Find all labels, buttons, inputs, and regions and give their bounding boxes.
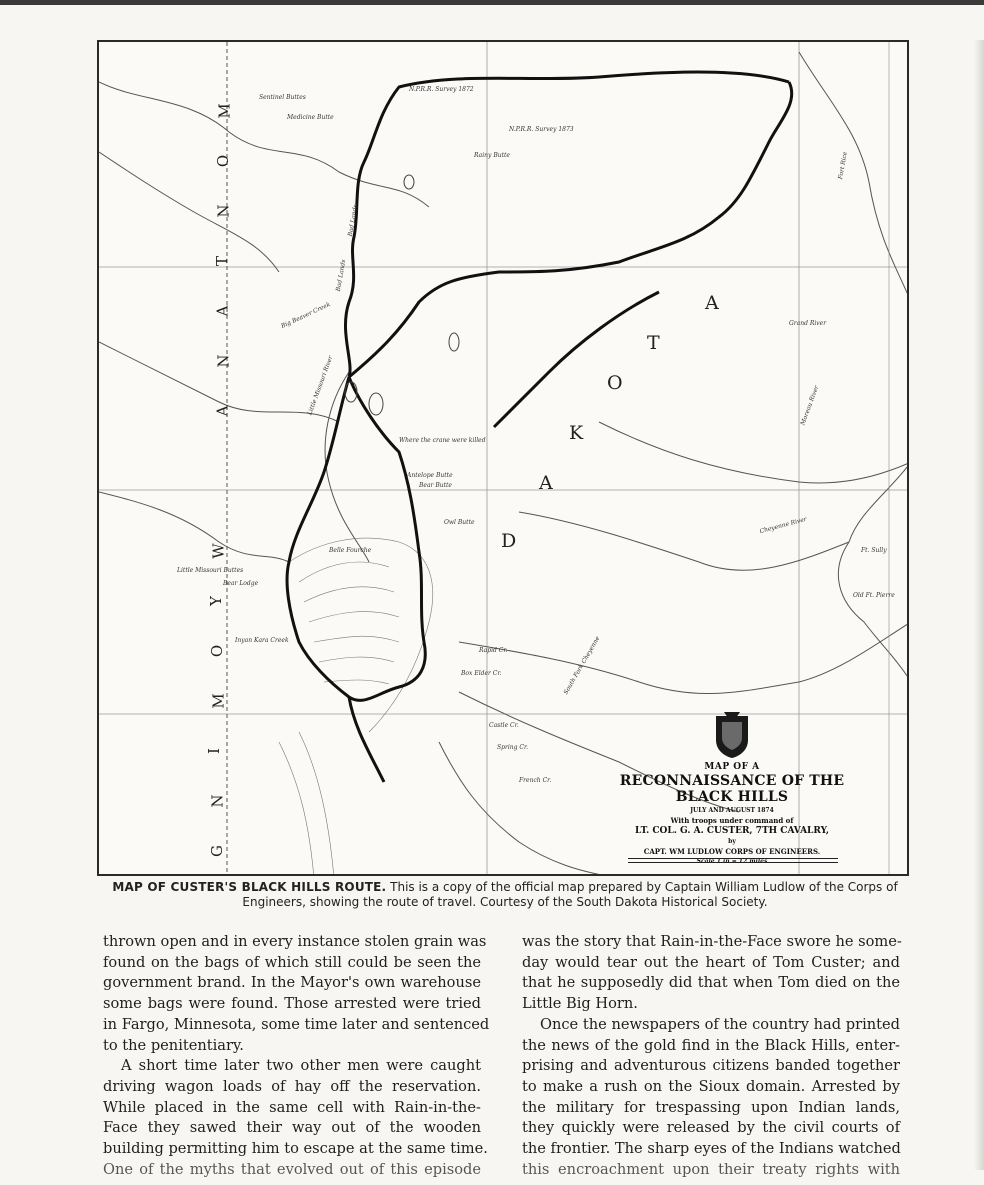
dakota-letter: A <box>539 472 553 494</box>
montana-letter: A <box>213 305 232 317</box>
text-line: that he supposedly did that when Tom died on the <box>522 974 900 992</box>
paragraph <box>103 932 490 1056</box>
place-label: Little Missouri River <box>306 354 335 417</box>
map-scale-bar <box>628 858 838 863</box>
dakota-letter: D <box>501 530 517 552</box>
text-line: to make a rush on the Sioux domain. Arrested by <box>522 1077 900 1095</box>
wyoming-letter: M <box>209 693 228 709</box>
text-line: Little Big Horn. <box>522 995 638 1013</box>
place-label: Bear Lodge <box>223 580 259 587</box>
caption-body: This is a copy of the official map prepared by Captain William Ludlow of the Corps of Engineers, showing the route of travel. Courtesy of the South Dakota Historical Society. <box>242 880 898 909</box>
dakota-letter: K <box>569 422 584 444</box>
text-line: to the penitentiary. <box>103 1036 244 1054</box>
paragraph <box>522 932 900 1015</box>
text-line: prising and adventurous citizens banded together <box>522 1057 900 1075</box>
map-lakes <box>345 175 459 415</box>
dakota-letter: A <box>705 292 719 314</box>
map-title-block <box>592 710 872 865</box>
text-line: some bags were found. Those arrested were tried <box>103 995 481 1013</box>
text-line: thrown open and in every instance stolen grain was <box>103 933 487 950</box>
text-line: Face they sawed their way out of the wooden <box>103 1119 481 1137</box>
wyoming-letter: N <box>208 794 227 808</box>
text-line: this encroachment upon their treaty rights with <box>522 1160 900 1178</box>
montana-letter: T <box>213 255 232 267</box>
text-line: they quickly were released by the civil courts of <box>522 1119 900 1137</box>
wyoming-letter: I <box>204 748 223 754</box>
place-label: Little Missouri Buttes <box>177 567 244 574</box>
place-label: Where the crane were killed <box>399 437 486 444</box>
place-label: N.P.R.R. Survey 1873 <box>509 126 574 133</box>
map-caption <box>110 880 900 910</box>
paragraph <box>522 1015 900 1181</box>
place-label: Bad Lands <box>334 259 348 292</box>
montana-letter: M <box>215 103 234 119</box>
text-line: the military for trespassing upon Indian lands, <box>522 1098 900 1116</box>
place-label: Grand River <box>789 320 827 327</box>
montana-letter: A <box>213 405 232 417</box>
text-line: A short time later two other men were caught <box>121 1057 481 1075</box>
place-label: Castle Cr. <box>489 722 519 729</box>
map-title-line: With troops under command of <box>670 816 794 825</box>
text-line: found on the bags of which still could be seen the <box>103 953 481 971</box>
text-line: building permitting him to escape at the same time. <box>103 1140 488 1158</box>
place-label: Medicine Butte <box>287 114 334 121</box>
place-label: Bear Butte <box>419 482 452 489</box>
left-column <box>103 932 490 1180</box>
place-label: Belle Fourche <box>329 547 372 554</box>
wyoming-letter: G <box>207 845 226 857</box>
text-line: was the story that Rain-in-the-Face swore he some- <box>522 933 902 950</box>
place-label: Sentinel Buttes <box>259 94 306 101</box>
map-title-line: MAP OF A <box>704 762 760 772</box>
place-label: Inyan Kara Creek <box>235 637 289 644</box>
place-label: Fort Rice <box>837 151 849 180</box>
text-line: Once the newspapers of the country had printed <box>540 1015 900 1033</box>
wyoming-letter: Y <box>206 596 225 606</box>
place-label: Old Ft. Pierre <box>853 592 895 599</box>
montana-letter: N <box>214 204 233 218</box>
seal-icon <box>710 710 754 760</box>
place-label: Moreau River <box>799 384 821 427</box>
wyoming-letter: O <box>208 644 227 658</box>
text-line: driving wagon loads of hay off the reservation. <box>103 1077 481 1095</box>
map-title-line: by <box>728 838 736 845</box>
map-title-line: JULY AND AUGUST 1874 <box>690 807 774 814</box>
map-scale-label: Scale 1 in = 12 miles <box>696 858 768 865</box>
place-label: N.P.R.R. Survey 1872 <box>409 86 474 93</box>
place-label: South Fork Cheyenne <box>562 635 602 696</box>
text-line: the frontier. The sharp eyes of the Indians watched <box>522 1140 901 1158</box>
text-line: in Fargo, Minnesota, some time later and sentenced <box>103 1015 490 1033</box>
text-line: government brand. In the Mayor's own warehouse <box>103 974 481 992</box>
text-line: day would tear out the heart of Tom Custer; and <box>522 953 900 971</box>
place-label: Cheyenne River <box>758 515 808 536</box>
montana-letter: N <box>214 354 233 368</box>
caption-title: MAP OF CUSTER'S BLACK HILLS ROUTE. <box>112 880 387 894</box>
place-label: Ft. Sully <box>861 547 887 554</box>
place-label: Bad Lands <box>346 204 360 237</box>
dakota-letter: T <box>647 332 660 354</box>
place-label: Spring Cr. <box>497 744 529 751</box>
map-title-line: LT. COL. G. A. CUSTER, 7TH CAVALRY, <box>635 826 829 836</box>
place-label: Owl Butte <box>444 519 475 526</box>
place-label: Rainy Butte <box>474 152 510 159</box>
dakota-letter: O <box>607 372 623 394</box>
map-title-main: RECONNAISSANCE OF THE BLACK HILLS <box>619 773 845 805</box>
page-right-edge-shadow <box>974 40 984 1170</box>
place-label: Antelope Butte <box>407 472 453 479</box>
montana-letter: O <box>214 154 233 168</box>
expedition-route <box>287 72 792 782</box>
wyoming-letter: W <box>209 543 228 559</box>
text-line: One of the myths that evolved out of this episode <box>103 1160 481 1178</box>
paragraph <box>103 1056 488 1180</box>
place-label: Box Elder Cr. <box>461 670 502 677</box>
place-label: Big Beaver Creek <box>280 301 332 330</box>
reconnaissance-map <box>97 40 909 876</box>
text-line: the news of the gold find in the Black Hills, enter- <box>522 1036 900 1054</box>
text-line: While placed in the same cell with Rain-in-the- <box>103 1098 481 1116</box>
map-title-line: CAPT. WM LUDLOW CORPS OF ENGINEERS. <box>643 847 821 856</box>
right-column <box>522 932 900 1180</box>
place-label: Rapid Cr. <box>479 647 508 654</box>
place-label: French Cr. <box>519 777 552 784</box>
page-top-edge <box>0 0 984 5</box>
black-hills-relief <box>279 538 433 876</box>
